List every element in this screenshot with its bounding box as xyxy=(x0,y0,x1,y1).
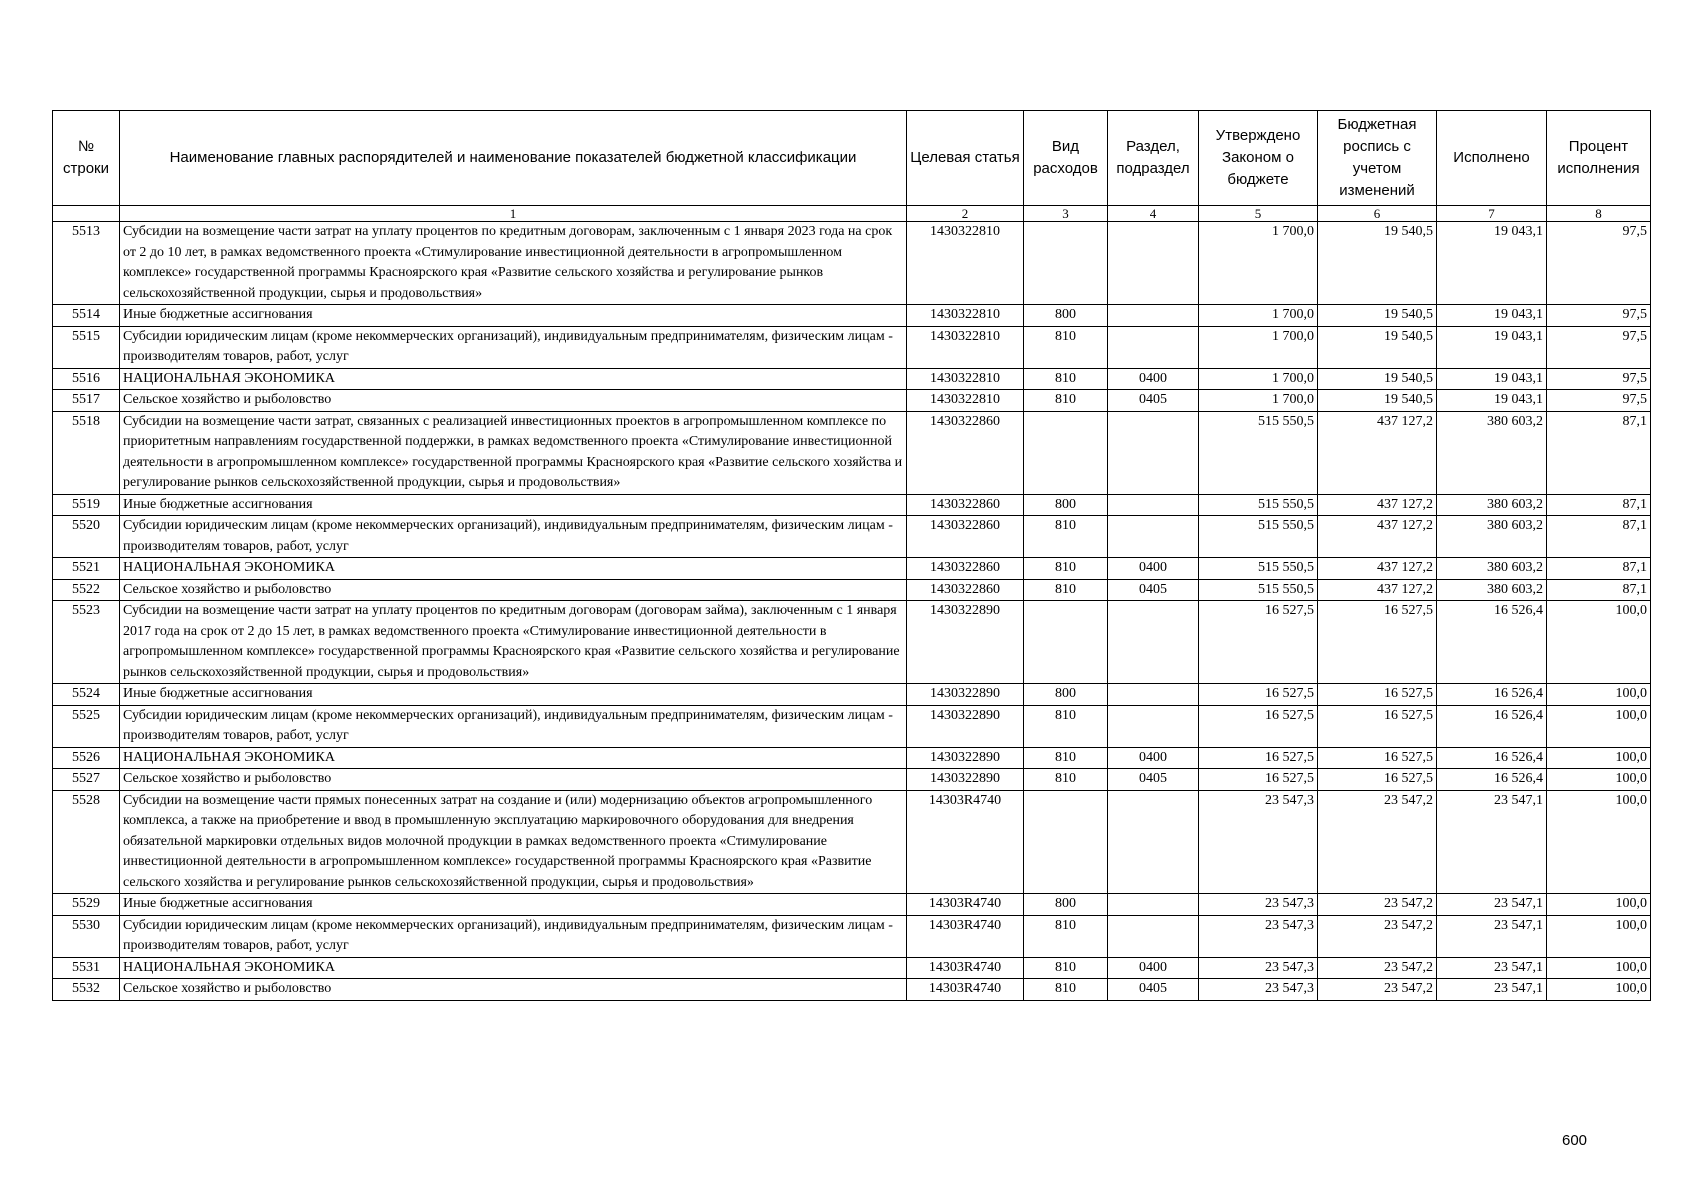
column-number: 5 xyxy=(1199,206,1318,222)
column-number: 6 xyxy=(1318,206,1437,222)
percent-cell: 97,5 xyxy=(1547,305,1651,327)
section-cell: 0400 xyxy=(1108,368,1199,390)
section-cell xyxy=(1108,494,1199,516)
target-article-cell: 1430322810 xyxy=(907,326,1024,368)
percent-cell: 97,5 xyxy=(1547,390,1651,412)
section-cell xyxy=(1108,326,1199,368)
executed-cell: 19 043,1 xyxy=(1437,390,1547,412)
expense-type-cell: 810 xyxy=(1024,747,1108,769)
section-cell xyxy=(1108,601,1199,684)
row-number-cell: 5525 xyxy=(53,705,120,747)
approved-cell: 515 550,5 xyxy=(1199,516,1318,558)
approved-cell: 23 547,3 xyxy=(1199,957,1318,979)
percent-cell: 100,0 xyxy=(1547,957,1651,979)
budget-schedule-cell: 437 127,2 xyxy=(1318,516,1437,558)
expense-type-cell: 800 xyxy=(1024,684,1108,706)
table-row xyxy=(53,222,1651,305)
table-body xyxy=(53,222,1651,1001)
table-row xyxy=(53,558,1651,580)
header-expense-type: Вид расходов xyxy=(1024,111,1108,206)
row-name-cell: НАЦИОНАЛЬНАЯ ЭКОНОМИКА xyxy=(120,368,907,390)
page-number: 600 xyxy=(1562,1132,1588,1149)
row-name-cell: НАЦИОНАЛЬНАЯ ЭКОНОМИКА xyxy=(120,957,907,979)
table-row xyxy=(53,601,1651,684)
expense-type-cell: 810 xyxy=(1024,957,1108,979)
row-number-cell: 5531 xyxy=(53,957,120,979)
target-article-cell: 1430322810 xyxy=(907,222,1024,305)
table-row xyxy=(53,368,1651,390)
approved-cell: 1 700,0 xyxy=(1199,305,1318,327)
budget-schedule-cell: 23 547,2 xyxy=(1318,915,1437,957)
table-row xyxy=(53,579,1651,601)
target-article-cell: 1430322860 xyxy=(907,558,1024,580)
target-article-cell: 14303R4740 xyxy=(907,979,1024,1001)
row-number-cell: 5521 xyxy=(53,558,120,580)
header-budget-schedule: Бюджетная роспись с учетом изменений xyxy=(1318,111,1437,206)
table-row xyxy=(53,411,1651,494)
executed-cell: 23 547,1 xyxy=(1437,790,1547,894)
percent-cell: 87,1 xyxy=(1547,494,1651,516)
executed-cell: 16 526,4 xyxy=(1437,705,1547,747)
budget-schedule-cell: 16 527,5 xyxy=(1318,769,1437,791)
row-name-cell: Иные бюджетные ассигнования xyxy=(120,894,907,916)
executed-cell: 23 547,1 xyxy=(1437,894,1547,916)
executed-cell: 23 547,1 xyxy=(1437,957,1547,979)
row-number-cell: 5527 xyxy=(53,769,120,791)
row-name-cell: НАЦИОНАЛЬНАЯ ЭКОНОМИКА xyxy=(120,747,907,769)
section-cell xyxy=(1108,411,1199,494)
row-number-cell: 5532 xyxy=(53,979,120,1001)
expense-type-cell xyxy=(1024,222,1108,305)
approved-cell: 1 700,0 xyxy=(1199,222,1318,305)
header-row-number: № строки xyxy=(53,111,120,206)
section-cell xyxy=(1108,684,1199,706)
approved-cell: 515 550,5 xyxy=(1199,558,1318,580)
target-article-cell: 14303R4740 xyxy=(907,790,1024,894)
row-name-cell: Субсидии на возмещение части затрат на уплату процентов по кредитным договорам, заключенным с 1 января 2023 года на срок от 2 до 10 лет, в рамках ведомственного проекта «Стимулирование инвестиционной деятельности в агропромышленном комплексе» государственной программы Красноярского края «Развитие сельского хозяйства и регулирование рынков сельскохозяйственной продукции, сырья и продовольствия» xyxy=(120,222,907,305)
percent-cell: 100,0 xyxy=(1547,979,1651,1001)
percent-cell: 100,0 xyxy=(1547,747,1651,769)
approved-cell: 16 527,5 xyxy=(1199,601,1318,684)
section-cell xyxy=(1108,516,1199,558)
column-number xyxy=(53,206,120,222)
expense-type-cell: 810 xyxy=(1024,705,1108,747)
budget-schedule-cell: 23 547,2 xyxy=(1318,894,1437,916)
executed-cell: 16 526,4 xyxy=(1437,769,1547,791)
row-number-cell: 5520 xyxy=(53,516,120,558)
table-row xyxy=(53,684,1651,706)
column-number: 7 xyxy=(1437,206,1547,222)
row-number-cell: 5524 xyxy=(53,684,120,706)
approved-cell: 23 547,3 xyxy=(1199,979,1318,1001)
column-number: 8 xyxy=(1547,206,1651,222)
approved-cell: 16 527,5 xyxy=(1199,705,1318,747)
header-percent: Процент исполнения xyxy=(1547,111,1651,206)
row-number-cell: 5530 xyxy=(53,915,120,957)
percent-cell: 100,0 xyxy=(1547,894,1651,916)
budget-schedule-cell: 19 540,5 xyxy=(1318,305,1437,327)
expense-type-cell xyxy=(1024,790,1108,894)
table-row xyxy=(53,516,1651,558)
header-executed: Исполнено xyxy=(1437,111,1547,206)
column-number-row xyxy=(53,206,1651,222)
row-name-cell: Субсидии на возмещение части затрат, связанных с реализацией инвестиционных проектов в агропромышленном комплексе по приоритетным направлениям государственной поддержки, в рамках ведомственного проекта «Стимулирование инвестиционной деятельности в агропромышленном комплексе» государственной программы Красноярского края «Развитие сельского хозяйства и регулирование рынков сельскохозяйственной продукции, сырья и продовольствия» xyxy=(120,411,907,494)
budget-execution-table xyxy=(52,110,1651,1001)
approved-cell: 1 700,0 xyxy=(1199,390,1318,412)
executed-cell: 380 603,2 xyxy=(1437,411,1547,494)
section-cell: 0405 xyxy=(1108,979,1199,1001)
executed-cell: 23 547,1 xyxy=(1437,979,1547,1001)
percent-cell: 100,0 xyxy=(1547,705,1651,747)
row-number-cell: 5523 xyxy=(53,601,120,684)
budget-schedule-cell: 19 540,5 xyxy=(1318,368,1437,390)
section-cell: 0405 xyxy=(1108,390,1199,412)
row-number-cell: 5517 xyxy=(53,390,120,412)
row-name-cell: Субсидии юридическим лицам (кроме некоммерческих организаций), индивидуальным предпринимателям, физическим лицам - производителям товаров, работ, услуг xyxy=(120,326,907,368)
budget-schedule-cell: 19 540,5 xyxy=(1318,390,1437,412)
target-article-cell: 1430322890 xyxy=(907,684,1024,706)
table-row xyxy=(53,790,1651,894)
table-row xyxy=(53,747,1651,769)
row-number-cell: 5529 xyxy=(53,894,120,916)
section-cell: 0400 xyxy=(1108,957,1199,979)
expense-type-cell: 810 xyxy=(1024,390,1108,412)
expense-type-cell: 810 xyxy=(1024,979,1108,1001)
section-cell xyxy=(1108,894,1199,916)
target-article-cell: 1430322890 xyxy=(907,601,1024,684)
percent-cell: 100,0 xyxy=(1547,769,1651,791)
target-article-cell: 1430322860 xyxy=(907,411,1024,494)
section-cell: 0400 xyxy=(1108,558,1199,580)
target-article-cell: 14303R4740 xyxy=(907,894,1024,916)
expense-type-cell: 810 xyxy=(1024,558,1108,580)
section-cell xyxy=(1108,790,1199,894)
expense-type-cell: 810 xyxy=(1024,915,1108,957)
column-number: 4 xyxy=(1108,206,1199,222)
section-cell: 0405 xyxy=(1108,769,1199,791)
budget-schedule-cell: 437 127,2 xyxy=(1318,411,1437,494)
percent-cell: 97,5 xyxy=(1547,368,1651,390)
executed-cell: 23 547,1 xyxy=(1437,915,1547,957)
executed-cell: 380 603,2 xyxy=(1437,558,1547,580)
percent-cell: 97,5 xyxy=(1547,326,1651,368)
budget-schedule-cell: 16 527,5 xyxy=(1318,747,1437,769)
executed-cell: 16 526,4 xyxy=(1437,684,1547,706)
header-approved: Утверждено Законом о бюджете xyxy=(1199,111,1318,206)
row-name-cell: Иные бюджетные ассигнования xyxy=(120,305,907,327)
approved-cell: 16 527,5 xyxy=(1199,747,1318,769)
table-row xyxy=(53,494,1651,516)
row-name-cell: Сельское хозяйство и рыболовство xyxy=(120,769,907,791)
table-header-row xyxy=(53,111,1651,206)
row-name-cell: Субсидии юридическим лицам (кроме некоммерческих организаций), индивидуальным предпринимателям, физическим лицам - производителям товаров, работ, услуг xyxy=(120,705,907,747)
header-target-article: Целевая статья xyxy=(907,111,1024,206)
budget-schedule-cell: 19 540,5 xyxy=(1318,222,1437,305)
target-article-cell: 1430322860 xyxy=(907,579,1024,601)
table-row xyxy=(53,326,1651,368)
target-article-cell: 14303R4740 xyxy=(907,915,1024,957)
executed-cell: 16 526,4 xyxy=(1437,747,1547,769)
percent-cell: 100,0 xyxy=(1547,915,1651,957)
target-article-cell: 1430322810 xyxy=(907,305,1024,327)
budget-schedule-cell: 437 127,2 xyxy=(1318,494,1437,516)
section-cell xyxy=(1108,222,1199,305)
section-cell: 0400 xyxy=(1108,747,1199,769)
executed-cell: 19 043,1 xyxy=(1437,326,1547,368)
percent-cell: 100,0 xyxy=(1547,601,1651,684)
percent-cell: 87,1 xyxy=(1547,579,1651,601)
budget-schedule-cell: 23 547,2 xyxy=(1318,790,1437,894)
table-row xyxy=(53,957,1651,979)
header-section: Раздел, подраздел xyxy=(1108,111,1199,206)
column-number: 2 xyxy=(907,206,1024,222)
approved-cell: 16 527,5 xyxy=(1199,769,1318,791)
column-number: 3 xyxy=(1024,206,1108,222)
target-article-cell: 1430322890 xyxy=(907,747,1024,769)
approved-cell: 23 547,3 xyxy=(1199,790,1318,894)
target-article-cell: 1430322890 xyxy=(907,705,1024,747)
section-cell xyxy=(1108,915,1199,957)
expense-type-cell: 810 xyxy=(1024,769,1108,791)
approved-cell: 1 700,0 xyxy=(1199,368,1318,390)
percent-cell: 97,5 xyxy=(1547,222,1651,305)
approved-cell: 1 700,0 xyxy=(1199,326,1318,368)
approved-cell: 515 550,5 xyxy=(1199,411,1318,494)
executed-cell: 380 603,2 xyxy=(1437,494,1547,516)
approved-cell: 16 527,5 xyxy=(1199,684,1318,706)
approved-cell: 515 550,5 xyxy=(1199,579,1318,601)
target-article-cell: 1430322810 xyxy=(907,390,1024,412)
expense-type-cell: 810 xyxy=(1024,368,1108,390)
percent-cell: 87,1 xyxy=(1547,558,1651,580)
expense-type-cell xyxy=(1024,601,1108,684)
section-cell xyxy=(1108,305,1199,327)
table-row xyxy=(53,390,1651,412)
expense-type-cell: 800 xyxy=(1024,494,1108,516)
approved-cell: 23 547,3 xyxy=(1199,894,1318,916)
executed-cell: 16 526,4 xyxy=(1437,601,1547,684)
row-number-cell: 5528 xyxy=(53,790,120,894)
column-number: 1 xyxy=(120,206,907,222)
table-row xyxy=(53,305,1651,327)
row-name-cell: Субсидии юридическим лицам (кроме некоммерческих организаций), индивидуальным предпринимателям, физическим лицам - производителям товаров, работ, услуг xyxy=(120,516,907,558)
target-article-cell: 1430322890 xyxy=(907,769,1024,791)
budget-schedule-cell: 23 547,2 xyxy=(1318,957,1437,979)
row-name-cell: Сельское хозяйство и рыболовство xyxy=(120,579,907,601)
executed-cell: 380 603,2 xyxy=(1437,579,1547,601)
row-name-cell: Субсидии юридическим лицам (кроме некоммерческих организаций), индивидуальным предпринимателям, физическим лицам - производителям товаров, работ, услуг xyxy=(120,915,907,957)
row-number-cell: 5526 xyxy=(53,747,120,769)
budget-schedule-cell: 16 527,5 xyxy=(1318,684,1437,706)
row-number-cell: 5522 xyxy=(53,579,120,601)
row-number-cell: 5516 xyxy=(53,368,120,390)
budget-schedule-cell: 437 127,2 xyxy=(1318,558,1437,580)
expense-type-cell: 800 xyxy=(1024,305,1108,327)
row-name-cell: Сельское хозяйство и рыболовство xyxy=(120,390,907,412)
table-row xyxy=(53,915,1651,957)
approved-cell: 515 550,5 xyxy=(1199,494,1318,516)
row-name-cell: Иные бюджетные ассигнования xyxy=(120,684,907,706)
budget-schedule-cell: 19 540,5 xyxy=(1318,326,1437,368)
target-article-cell: 1430322860 xyxy=(907,516,1024,558)
table-row xyxy=(53,979,1651,1001)
row-name-cell: Иные бюджетные ассигнования xyxy=(120,494,907,516)
row-number-cell: 5513 xyxy=(53,222,120,305)
expense-type-cell: 800 xyxy=(1024,894,1108,916)
percent-cell: 100,0 xyxy=(1547,684,1651,706)
row-name-cell: НАЦИОНАЛЬНАЯ ЭКОНОМИКА xyxy=(120,558,907,580)
section-cell xyxy=(1108,705,1199,747)
section-cell: 0405 xyxy=(1108,579,1199,601)
row-name-cell: Субсидии на возмещение части прямых понесенных затрат на создание и (или) модернизацию объектов агропромышленного комплекса, а также на приобретение и ввод в промышленную эксплуатацию маркировочного оборудования для внедрения обязательной маркировки отдельных видов молочной продукции в рамках ведомственного проекта «Стимулирование инвестиционной деятельности в агропромышленном комплексе» государственной программы Красноярского края «Развитие сельского хозяйства и регулирование рынков сельскохозяйственной продукции, сырья и продовольствия» xyxy=(120,790,907,894)
expense-type-cell: 810 xyxy=(1024,516,1108,558)
table-row xyxy=(53,769,1651,791)
row-number-cell: 5518 xyxy=(53,411,120,494)
table-row xyxy=(53,894,1651,916)
row-number-cell: 5519 xyxy=(53,494,120,516)
executed-cell: 19 043,1 xyxy=(1437,305,1547,327)
executed-cell: 19 043,1 xyxy=(1437,222,1547,305)
percent-cell: 87,1 xyxy=(1547,516,1651,558)
executed-cell: 19 043,1 xyxy=(1437,368,1547,390)
row-name-cell: Сельское хозяйство и рыболовство xyxy=(120,979,907,1001)
percent-cell: 100,0 xyxy=(1547,790,1651,894)
row-number-cell: 5515 xyxy=(53,326,120,368)
expense-type-cell: 810 xyxy=(1024,579,1108,601)
target-article-cell: 14303R4740 xyxy=(907,957,1024,979)
target-article-cell: 1430322810 xyxy=(907,368,1024,390)
budget-schedule-cell: 16 527,5 xyxy=(1318,705,1437,747)
expense-type-cell: 810 xyxy=(1024,326,1108,368)
approved-cell: 23 547,3 xyxy=(1199,915,1318,957)
budget-schedule-cell: 437 127,2 xyxy=(1318,579,1437,601)
percent-cell: 87,1 xyxy=(1547,411,1651,494)
target-article-cell: 1430322860 xyxy=(907,494,1024,516)
row-number-cell: 5514 xyxy=(53,305,120,327)
budget-schedule-cell: 16 527,5 xyxy=(1318,601,1437,684)
row-name-cell: Субсидии на возмещение части затрат на уплату процентов по кредитным договорам (договорам займа), заключенным с 1 января 2017 года на срок от 2 до 15 лет, в рамках ведомственного проекта «Стимулирование инвестиционной деятельности в агропромышленном комплексе» государственной программы Красноярского края «Развитие сельского хозяйства и регулирование рынков сельскохозяйственной продукции, сырья и продовольствия» xyxy=(120,601,907,684)
budget-schedule-cell: 23 547,2 xyxy=(1318,979,1437,1001)
header-name: Наименование главных распорядителей и наименование показателей бюджетной классификации xyxy=(120,111,907,206)
executed-cell: 380 603,2 xyxy=(1437,516,1547,558)
expense-type-cell xyxy=(1024,411,1108,494)
table-row xyxy=(53,705,1651,747)
